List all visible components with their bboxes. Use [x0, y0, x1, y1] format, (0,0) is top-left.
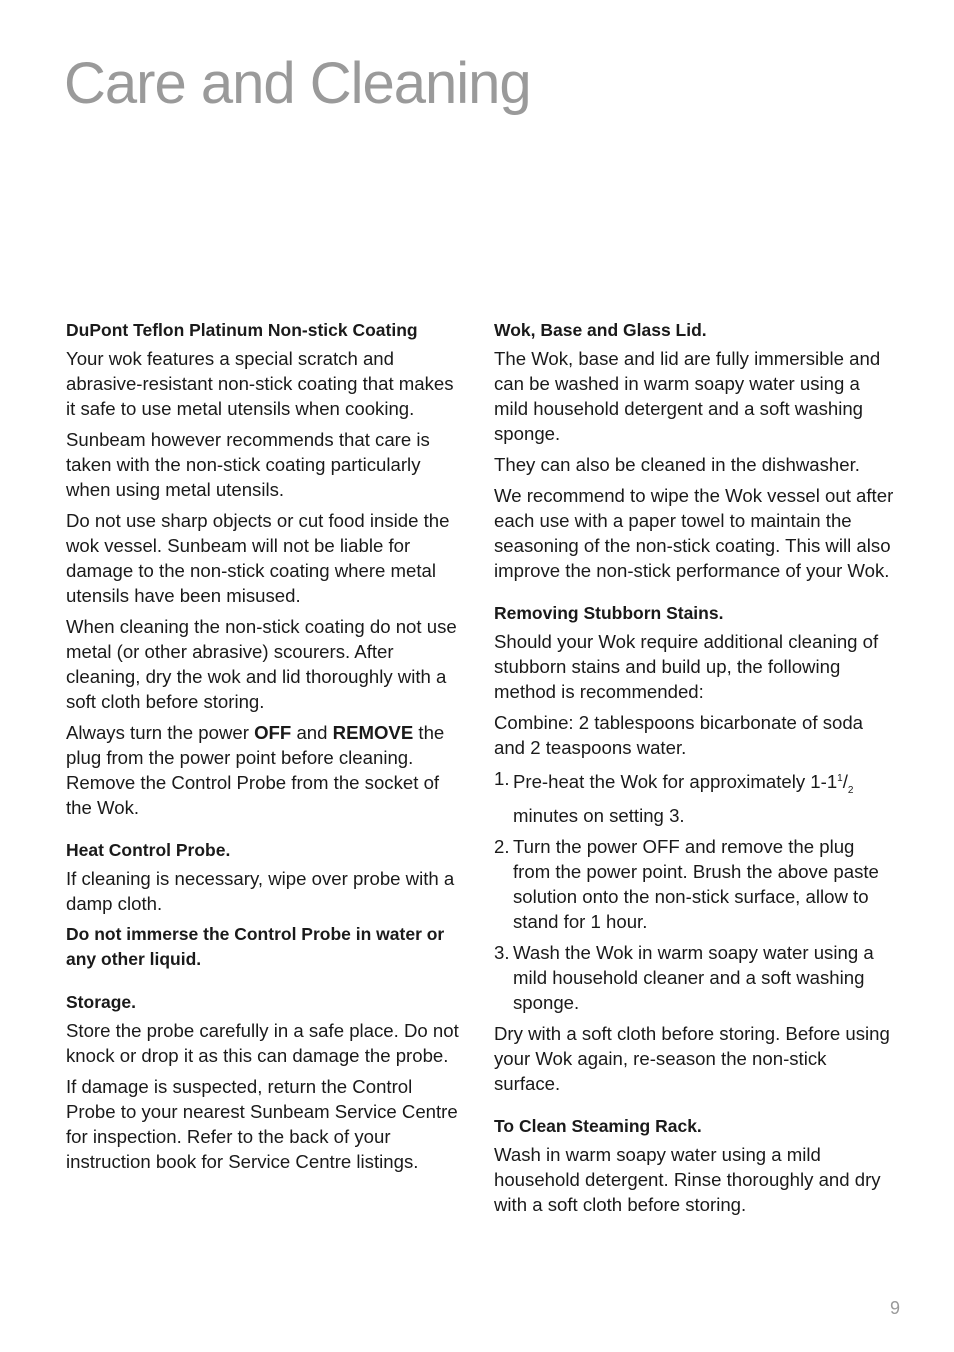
off-emphasis: OFF — [254, 722, 292, 743]
storage-heading: Storage. — [66, 992, 137, 1012]
teflon-paragraph-4: When cleaning the non-stick coating do not use metal (or other abrasive) scourers. After cleaning, dry the wok and lid thoroughly with a soft cloth before storing. — [66, 616, 457, 712]
teflon-p5-text-c: the plug from the power point before cleaning. Remove the Control Probe from the socket of the Wok. — [66, 722, 445, 818]
step-text — [513, 766, 894, 828]
rack-section — [494, 1114, 894, 1217]
probe-warning: Do not immerse the Control Probe in water or any other liquid. — [66, 924, 445, 969]
probe-section — [66, 838, 464, 972]
fraction-separator: / — [842, 771, 848, 793]
probe-paragraph-1: If cleaning is necessary, wipe over probe with a damp cloth. — [66, 868, 455, 914]
rack-paragraph-1: Wash in warm soapy water using a mild household detergent. Rinse thoroughly and dry with a soft cloth before storing. — [494, 1143, 881, 1215]
stains-paragraph-2: Combine: 2 tablespoons bicarbonate of soda and 2 teaspoons water. — [494, 712, 864, 758]
fraction-numerator: 1 — [837, 773, 843, 784]
list-item — [494, 766, 894, 828]
step-text: Wash the Wok in warm soapy water using a mild household cleaner and a soft washing sponge. — [513, 941, 874, 1013]
teflon-heading: DuPont Teflon Platinum Non-stick Coating — [66, 320, 418, 340]
wok-heading: Wok, Base and Glass Lid. — [494, 320, 707, 340]
storage-paragraph-2: If damage is suspected, return the Control Probe to your nearest Sunbeam Service Centre for inspection. Refer to the back of your instruction book for Service Centre listings. — [66, 1076, 458, 1172]
teflon-paragraph-2: Sunbeam however recommends that care is taken with the non-stick coating particularly when using metal utensils. — [66, 429, 430, 500]
remove-emphasis: REMOVE — [332, 722, 414, 743]
stains-paragraph-1: Should your Wok require additional cleaning of stubborn stains and build up, the following method is recommended: — [494, 631, 879, 702]
right-column — [494, 318, 894, 1223]
list-item — [494, 834, 894, 934]
wok-paragraph-1: The Wok, base and lid are fully immersible and can be washed in warm soapy water using a mild household detergent and a soft washing sponge. — [494, 348, 881, 444]
wok-paragraph-3: We recommend to wipe the Wok vessel out after each use with a paper towel to maintain the seasoning of the non-stick coating. This will also improve the non-stick performance of your Wok. — [494, 485, 894, 581]
left-column — [66, 318, 464, 1180]
step-number: 1. — [494, 768, 510, 789]
probe-heading: Heat Control Probe. — [66, 840, 231, 860]
rack-heading: To Clean Steaming Rack. — [494, 1115, 702, 1136]
teflon-p5-text-b: and — [291, 722, 333, 743]
page-title: Care and Cleaning — [64, 51, 531, 116]
teflon-paragraph-3: Do not use sharp objects or cut food inside the wok vessel. Sunbeam will not be liable for damage to the non-stick coating where metal utensils have been misused. — [66, 510, 450, 606]
stains-paragraph-3: Dry with a soft cloth before storing. Before using your Wok again, re-season the non-stick surface. — [494, 1022, 890, 1094]
wok-paragraph-2: They can also be cleaned in the dishwasher. — [494, 454, 860, 475]
fraction-denominator: 2 — [847, 784, 854, 796]
wok-section — [494, 318, 894, 583]
stains-heading: Removing Stubborn Stains. — [494, 603, 724, 623]
teflon-paragraph-5 — [66, 720, 464, 820]
step-number: 3. — [494, 941, 510, 963]
stains-section — [494, 601, 894, 1096]
step-number: 2. — [494, 835, 510, 857]
storage-paragraph-1: Store the probe carefully in a safe place. Do not knock or drop it as this can damage the probe. — [66, 1020, 459, 1066]
cleaning-steps-list — [494, 766, 894, 1015]
list-item — [494, 940, 894, 1015]
step-text: Turn the power OFF and remove the plug from the power point. Brush the above paste solution onto the non-stick surface, allow to stand for 1 hour. — [513, 835, 879, 932]
storage-section — [66, 990, 464, 1174]
teflon-p5-text-a: Always turn the power — [66, 722, 255, 743]
teflon-paragraph-1: Your wok features a special scratch and abrasive-resistant non-stick coating that makes it safe to use metal utensils when cooking. — [66, 348, 454, 419]
step-text-b: minutes on setting 3. — [513, 804, 685, 826]
page-number: 9 — [889, 1298, 900, 1318]
step-text-a: Pre-heat the Wok for approximately 1-1 — [513, 771, 838, 793]
teflon-section — [66, 318, 464, 820]
